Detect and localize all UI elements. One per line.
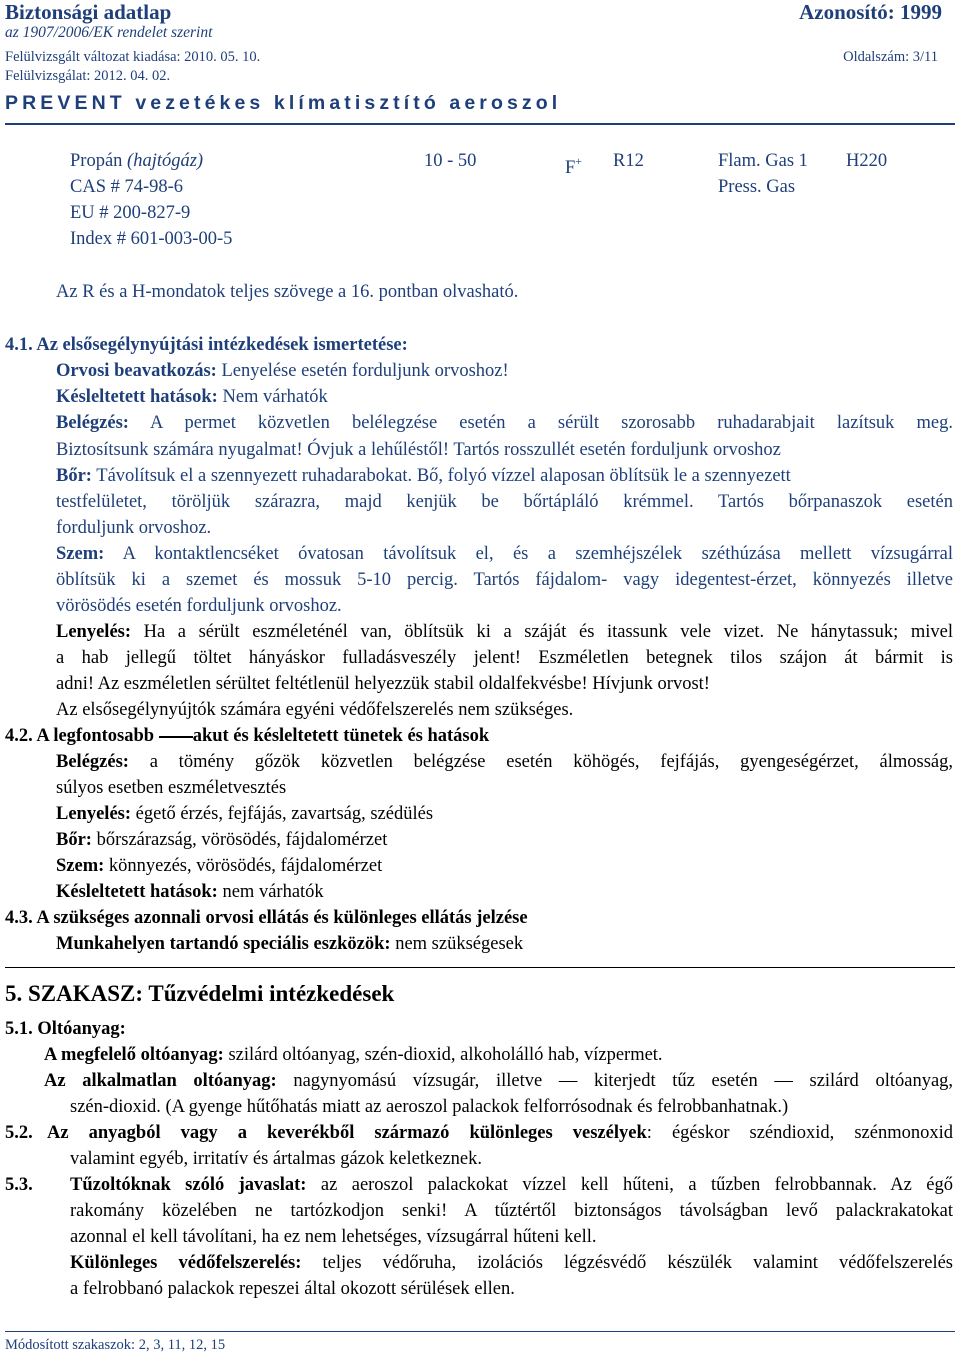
- section-divider: [5, 967, 955, 968]
- section-5-3-line-2: rakomány közelében ne tartózkodjon senki! A tűztértől biztonságos távolságban levő palackrakatokat: [70, 1201, 953, 1221]
- special-ppe-line-1: Különleges védőfelszerelés: teljes védőruha, izolációs légzésvédő készülék valamint védőfelszerelés: [70, 1253, 953, 1273]
- delayed-effects: Késleltetett hatások: Nem várhatók: [56, 387, 328, 407]
- eye-text-line-1: Szem: A kontaktlencséket óvatosan távolítsuk el, és a szemhéjszélek széthúzása mellett vízsugárral: [56, 544, 953, 564]
- s42-ingestion: Lenyelés: égető érzés, fejfájás, zavartság, szédülés: [56, 804, 434, 824]
- revision-date: Felülvizsgálat: 2012. 04. 02.: [5, 68, 171, 84]
- unsuitable-extinguishing-media-line-2: szén-dioxid. (A gyenge hűtőhatás miatt az aeroszol palackok felforrósodnak és felrobbanhatnak.): [70, 1097, 789, 1117]
- component-index: Index # 601-003-00-5: [70, 229, 233, 249]
- document-title: Biztonsági adatlap: [5, 0, 172, 24]
- unsuitable-extinguishing-media-line-1: Az alkalmatlan oltóanyag: nagynyomású vízsugár, illetve — kiterjedt tűz esetén — szilárd oltóanyag,: [44, 1071, 954, 1091]
- medical-intervention: Orvosi beavatkozás: Lenyelése esetén forduljunk orvoshoz!: [56, 361, 509, 381]
- first-aid-ppe-note: Az elsősegélynyújtók számára egyéni védőfelszerelés nem szükséges.: [56, 700, 574, 720]
- page-number: Oldalszám: 3/11: [843, 49, 938, 65]
- header-divider: [5, 123, 955, 125]
- section-5-2-line-1: Az anyagból vagy a keverékből származó különleges veszélyek: égéskor széndioxid, szénmonoxid: [47, 1123, 954, 1143]
- component-r-phrase: R12: [613, 151, 644, 171]
- skin-text-line-2: testfelületet, töröljük szárazra, majd kenjük be bőrtápláló krémmel. Tartós bőrpanaszok esetén: [56, 492, 953, 512]
- section-4-2-heading: 4.2. A legfontosabb akut és késleltetett tünetek és hatások: [5, 726, 490, 746]
- s42-eye: Szem: könnyezés, vörösödés, fájdalomérzet: [56, 856, 383, 876]
- ingestion-text-line-3: adni! Az eszméletlen sérültet feltétlenül helyezzük stabil oldalfekvésbe! Hívjunk orvost!: [56, 674, 710, 694]
- component-h-phrase: H220: [846, 151, 888, 171]
- r-h-phrase-note: Az R és a H-mondatok teljes szövege a 16. pontban olvasható.: [56, 282, 519, 302]
- component-hazard-class: Flam. Gas 1: [718, 151, 808, 171]
- ingestion-text-line-2: a hab jellegű töltet hányáskor fulladásveszély jelent! Eszméletlen betegnek tilos szájon át bármit is: [56, 648, 953, 668]
- revision-release: Felülvizsgált változat kiadása: 2010. 05. 10.: [5, 49, 261, 65]
- modified-sections: Módosított szakaszok: 2, 3, 11, 12, 15: [5, 1337, 226, 1353]
- section-4-3-heading: 4.3. A szükséges azonnali orvosi ellátás és különleges ellátás jelzése: [5, 908, 528, 928]
- skin-text-line-1: Bőr: Távolítsuk el a szennyezett ruhadarabokat. Bő, folyó vízzel alaposan öblítsük le a szennyezett: [56, 466, 791, 486]
- s42-skin: Bőr: bőrszárazság, vörösödés, fájdalomérzet: [56, 830, 388, 850]
- s42-inhalation-line-2: súlyos esetben eszméletvesztés: [56, 778, 287, 798]
- component-cas: CAS # 74-98-6: [70, 177, 184, 197]
- section-5-heading: 5. SZAKASZ: Tűzvédelmi intézkedések: [5, 981, 395, 1006]
- footer-divider: [5, 1331, 955, 1332]
- ingestion-text-line-1: Lenyelés: Ha a sérült eszméleténél van, öblítsük ki a száját és itassunk vele vizet. Ne hánytassuk; mivel: [56, 622, 953, 642]
- section-5-2-line-2: valamint egyéb, irritatív és ártalmas gázok keletkeznek.: [70, 1149, 482, 1169]
- eye-text-line-2: öblítsük ki a szemet és mossuk 5-10 percig. Tartós fájdalom- vagy idegentest-érzet, könnyezés illetve: [56, 570, 953, 590]
- section-5-3-line-1: Tűzoltóknak szóló javaslat: az aeroszol palackokat vízzel kell hűteni, a tűzben felrobbannak. Az égő: [70, 1175, 953, 1195]
- component-concentration: 10 - 50: [424, 151, 477, 171]
- document-identifier: Azonosító: 1999: [799, 0, 942, 24]
- component-hazard-class-2: Press. Gas: [718, 177, 796, 197]
- special-ppe-line-2: a felrobbanó palackok repeszei által okozott sérülések ellen.: [70, 1279, 515, 1299]
- skin-text-line-3: forduljunk orvoshoz.: [56, 518, 212, 538]
- section-5-1-heading: 5.1. Oltóanyag:: [5, 1019, 126, 1039]
- section-5-2-number: 5.2.: [5, 1123, 33, 1143]
- section-4-1-heading: 4.1. Az elsősegélynyújtási intézkedések ismertetése:: [5, 335, 408, 355]
- eye-text-line-3: vörösödés esetén forduljunk orvoshoz.: [56, 596, 342, 616]
- component-symbol: F+: [565, 154, 583, 178]
- s42-delayed: Késleltetett hatások: nem várhatók: [56, 882, 324, 902]
- s42-inhalation-line-1: Belégzés: a tömény gőzök közvetlen belégzése esetén köhögés, fejfájás, gyengeségérzet, álmosság,: [56, 752, 953, 772]
- inhalation-text-line-2: Biztosítsunk számára nyugalmat! Óvjuk a lehűléstől! Tartós rosszullét esetén forduljunk orvoshoz: [56, 440, 781, 460]
- section-5-3-line-3: azonnal el kell távolítani, ha ez nem lehetséges, vízsugárral hűteni kell.: [70, 1227, 597, 1247]
- component-name: Propán (hajtógáz): [70, 151, 204, 171]
- inhalation-text-line-1: Belégzés: A permet közvetlen belélegzése esetén a sérült szorosabb ruhadarabjait lazítsuk meg.: [56, 413, 954, 433]
- suitable-extinguishing-media: A megfelelő oltóanyag: szilárd oltóanyag, szén-dioxid, alkoholálló hab, vízpermet.: [44, 1045, 663, 1065]
- s43-workplace-equipment: Munkahelyen tartandó speciális eszközök: nem szükségesek: [56, 934, 524, 954]
- component-eu: EU # 200-827-9: [70, 203, 191, 223]
- product-name: PREVENT vezetékes klímatisztító aeroszol: [5, 92, 562, 114]
- section-5-3-number: 5.3.: [5, 1175, 33, 1195]
- regulation-reference: az 1907/2006/EK rendelet szerint: [5, 24, 213, 41]
